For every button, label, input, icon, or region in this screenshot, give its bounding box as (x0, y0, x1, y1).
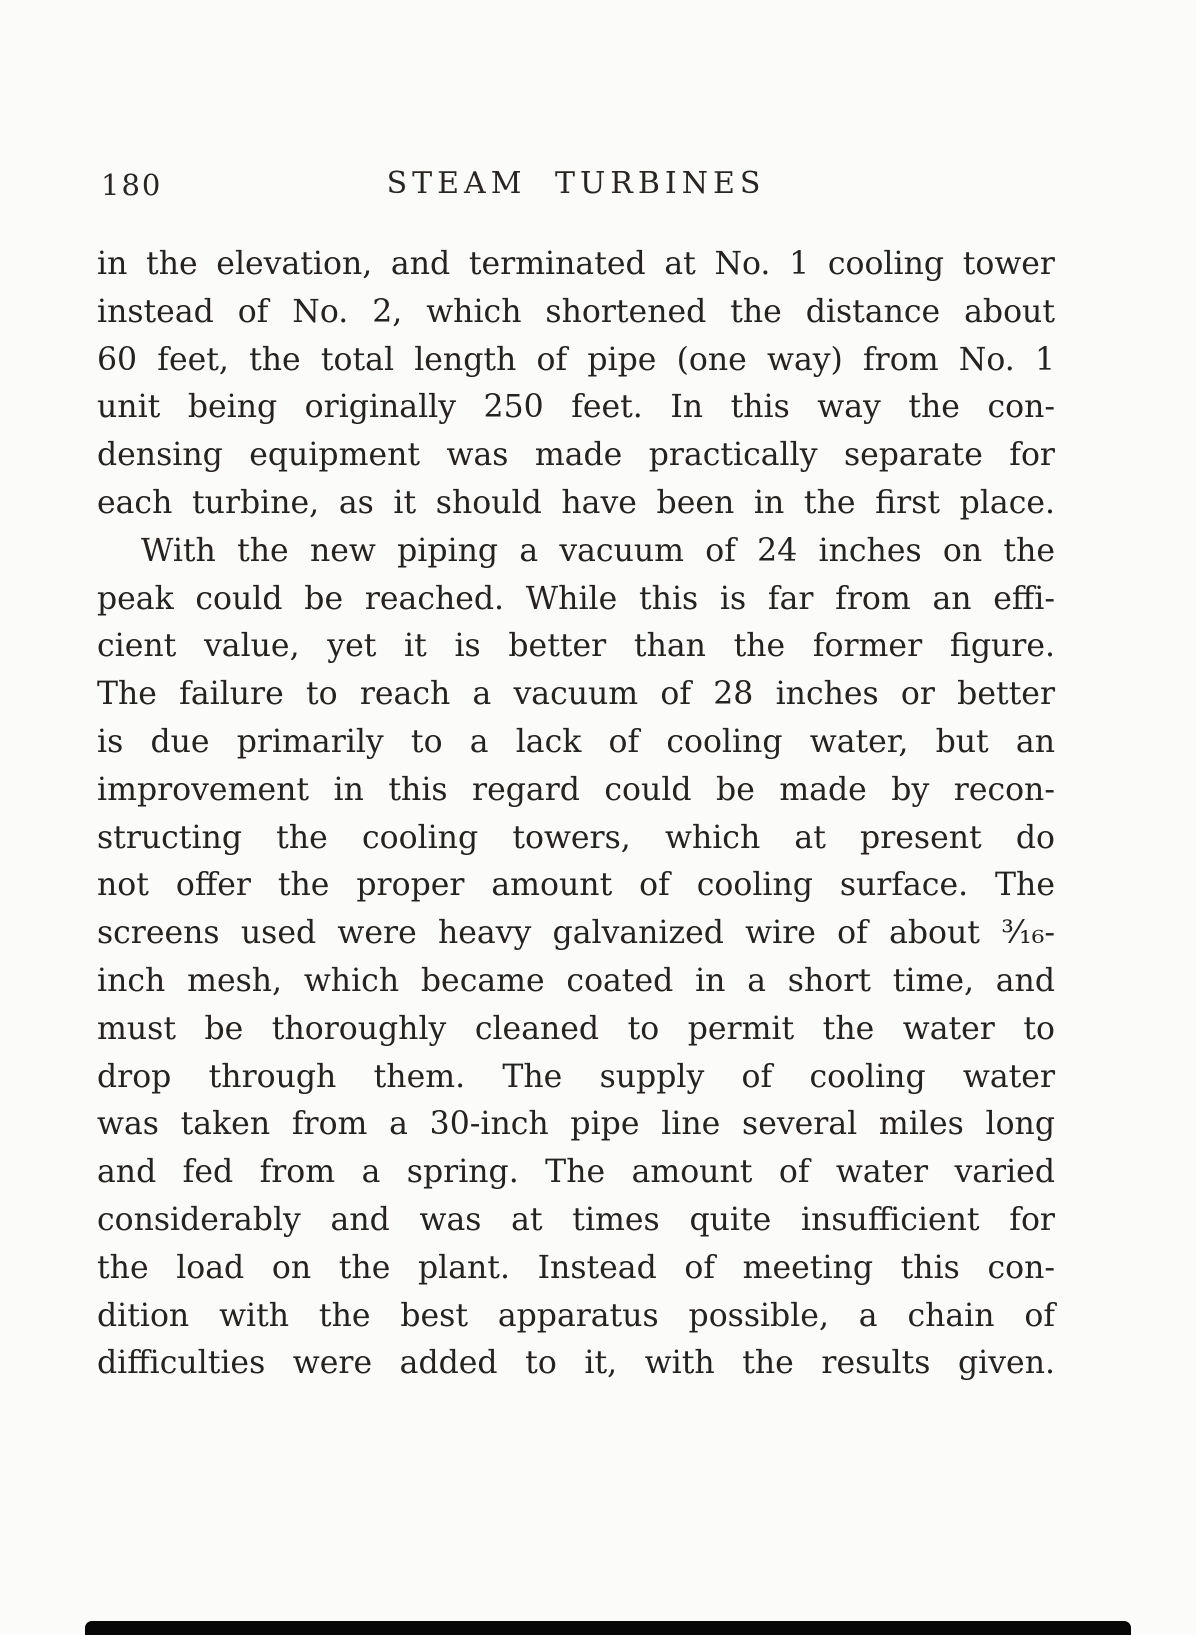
text-line: dition with the best apparatus possible, a chain of (97, 1297, 1055, 1334)
body-text (97, 241, 1055, 1388)
page-number: 180 (101, 168, 163, 202)
scan-artifact-bar (85, 1621, 1131, 1635)
text-line: must be thoroughly cleaned to permit the water to (97, 1010, 1055, 1047)
text-line: With the new piping a vacuum of 24 inches on the (141, 532, 1055, 569)
paragraph (97, 528, 1055, 1388)
text-line: structing the cooling towers, which at present do (97, 819, 1055, 856)
text-line: in the elevation, and terminated at No. 1 cooling tower (97, 246, 1055, 282)
text-line: and fed from a spring. The amount of water varied (97, 1154, 1055, 1191)
text-line: cient value, yet it is better than the former figure. (97, 628, 1055, 665)
text-line: The failure to reach a vacuum of 28 inches or better (97, 676, 1055, 713)
text-line: is due primarily to a lack of cooling water, but an (97, 723, 1055, 760)
text-line: densing equipment was made practically separate for (97, 437, 1055, 474)
text-line: improvement in this regard could be made by recon- (97, 771, 1055, 808)
running-head-title: STEAM TURBINES (386, 166, 766, 201)
text-line: each turbine, as it should have been in the first place. (97, 484, 1055, 521)
text-line: unit being originally 250 feet. In this way the con- (97, 389, 1055, 426)
text-line: screens used were heavy galvanized wire of about ³⁄₁₆- (97, 915, 1055, 952)
text-line: considerably and was at times quite insufficient for (97, 1201, 1055, 1238)
page-header (97, 166, 1055, 206)
text-line: drop through them. The supply of cooling water (97, 1058, 1055, 1095)
paragraph (97, 241, 1055, 528)
text-line: peak could be reached. While this is far from an effi- (97, 580, 1055, 617)
text-line: difficulties were added to it, with the results given. (97, 1345, 1055, 1382)
text-line: the load on the plant. Instead of meeting this con- (97, 1249, 1055, 1286)
text-line: inch mesh, which became coated in a short time, and (97, 962, 1055, 999)
text-line: 60 feet, the total length of pipe (one way) from No. 1 (97, 341, 1055, 378)
text-line: was taken from a 30-inch pipe line several miles long (97, 1106, 1055, 1143)
text-line: instead of No. 2, which shortened the distance about (97, 293, 1055, 330)
text-line: not offer the proper amount of cooling surface. The (97, 867, 1055, 904)
